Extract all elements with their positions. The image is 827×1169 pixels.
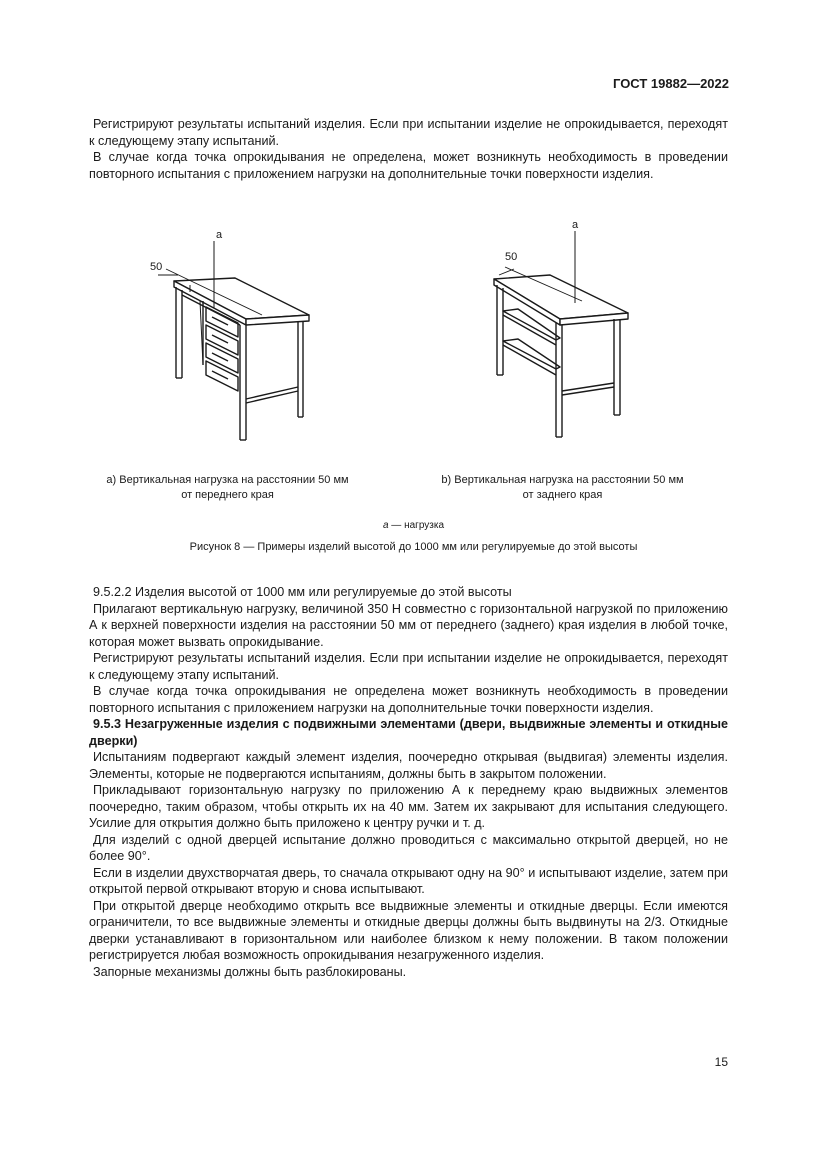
document-id: ГОСТ 19882—2022 — [613, 76, 729, 91]
load-label-right: a — [572, 219, 579, 231]
figure-8 — [0, 215, 827, 455]
dimension-label-left: 50 — [150, 261, 163, 273]
paragraph: Регистрируют результаты испытаний изделия. Если при испытании изделие не опрокидывается, переходят к следующему этапу испытаний. — [89, 117, 728, 148]
text-block-bottom — [89, 584, 728, 980]
paragraph: Запорные механизмы должны быть разблокированы. — [93, 964, 407, 979]
page-number: 15 — [714, 1055, 728, 1069]
text-block-top — [89, 116, 728, 182]
paragraph: Для изделий с одной дверцей испытание должно проводиться с максимально открытой дверцей, но не более 90°. — [89, 832, 728, 863]
section-heading: 9.5.2.2 Изделия высотой от 1000 мм или регулируемые до этой высоты — [93, 585, 512, 599]
figure-caption-a: a) Вертикальная нагрузка на расстоянии 50 мм от переднего края — [106, 474, 349, 501]
figure-drawings — [0, 215, 827, 455]
paragraph: Если в изделии двухстворчатая дверь, то сначала открывают одну на 90° и испытывают изделие, затем при открытой первой открывают вторую и снова испытывают. — [89, 865, 728, 896]
paragraph: Прикладывают горизонтальную нагрузку по приложению А к переднему краю выдвижных элементов поочередно, таким образом, чтобы открыть их на 40 мм. Затем их закрывают для испытания следующего. Усилие для открытия должно быть приложено к центру ручки и т. д. — [89, 783, 728, 830]
desk-with-drawers-drawing — [158, 241, 309, 440]
paragraph: Регистрируют результаты испытаний изделия. Если при испытании изделие не опрокидывается, переходят к следующему этапу испытаний. — [89, 651, 728, 682]
section-heading-bold: 9.5.3 Незагруженные изделия с подвижными элементами (двери, выдвижные элементы и откидные дверки) — [89, 717, 728, 748]
paragraph: При открытой дверце необходимо открыть все выдвижные элементы и откидные дверцы. Если имеются ограничители, то все выдвижные элементы и откидные дверцы должны быть выдвинуты на 2/3. Откидные дверки устанавливают в горизонтальном или наиболее близком к нему положении. В таком положении регистрируется любая возможность опрокидывания незагруженного изделия. — [89, 898, 728, 962]
paragraph: В случае когда точка опрокидывания не определена может возникнуть необходимость в проведении повторного испытания с приложением нагрузки на дополнительные точки поверхности изделия. — [89, 684, 728, 715]
dimension-label-right: 50 — [505, 251, 518, 263]
paragraph: В случае когда точка опрокидывания не определена, может возникнуть необходимость в проведении повторного испытания с приложением нагрузки на дополнительные точки поверхности изделия. — [89, 150, 728, 181]
paragraph: Испытаниям подвергают каждый элемент изделия, поочередно открывая (выдвигая) элементы изделия. Элементы, которые не подвергаются испытаниям, должны быть в закрытом положении. — [89, 750, 728, 781]
load-label-left: a — [216, 229, 223, 241]
figure-legend: a — нагрузка — [382, 520, 445, 531]
figure-caption-b: b) Вертикальная нагрузка на расстоянии 50 мм от заднего края — [441, 474, 684, 501]
paragraph: Прилагают вертикальную нагрузку, величиной 350 Н совместно с горизонтальной нагрузкой по приложению А к верхней поверхности изделия на расстоянии 50 мм от переднего (заднего) края изделия в любой точке, которая может вызвать опрокидывание. — [89, 601, 728, 649]
figure-title: Рисунок 8 — Примеры изделий высотой до 1000 мм или регулируемые до этой высоты — [189, 541, 638, 553]
